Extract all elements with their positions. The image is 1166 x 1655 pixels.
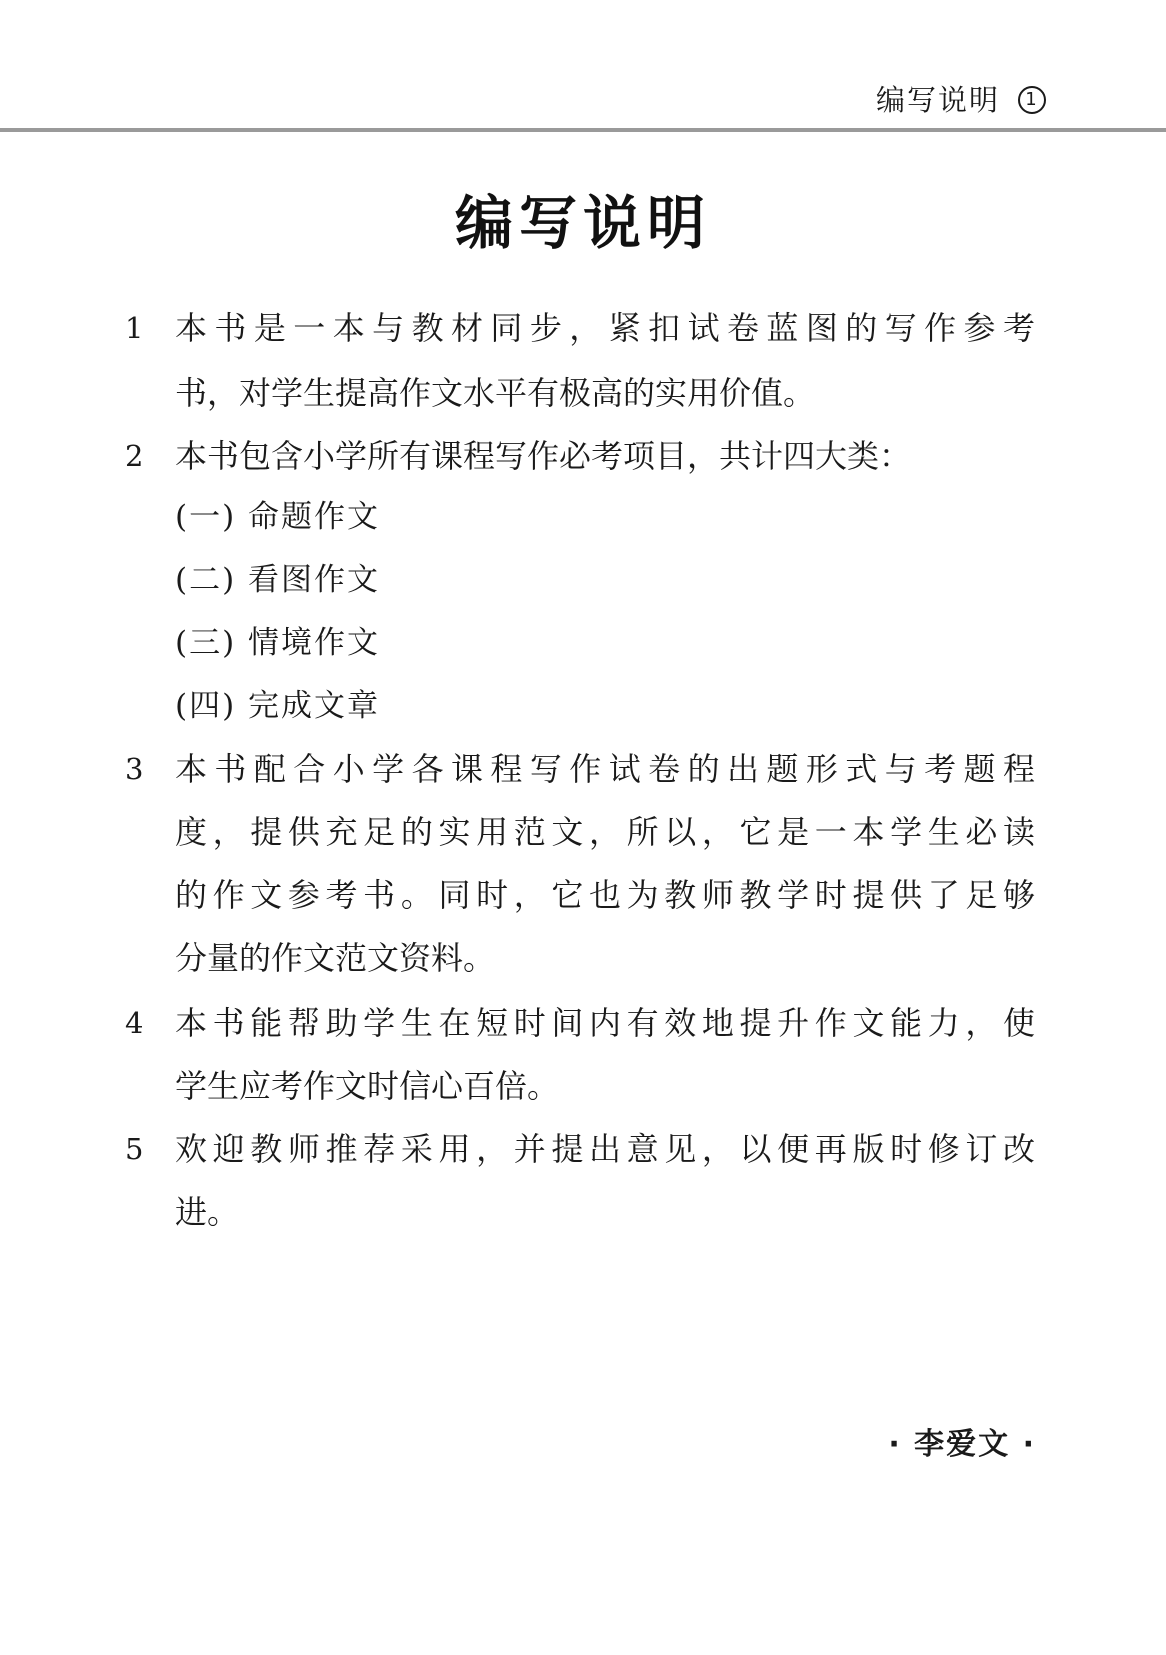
category-item: (一) 命题作文 <box>175 499 381 535</box>
category-item: (三) 情境作文 <box>175 625 381 661</box>
category-item: (四) 完成文章 <box>175 688 381 724</box>
author-signature: · 李爱文 · <box>888 1427 1036 1462</box>
item-line: 本书能帮助学生在短时间内有效地提升作文能力，使 <box>175 1004 1035 1042</box>
header-rule <box>0 128 1166 132</box>
item-line: 本书配合小学各课程写作试卷的出题形式与考题程 <box>175 750 1035 788</box>
item-number: 5 <box>125 1132 144 1166</box>
item-line: 学生应考作文时信心百倍。 <box>175 1067 560 1105</box>
category-item: (二) 看图作文 <box>175 562 381 598</box>
item-line: 分量的作文范文资料。 <box>175 939 496 977</box>
item-number: 1 <box>125 311 144 345</box>
item-number: 3 <box>125 752 144 786</box>
item-line: 的作文参考书。同时，它也为教师教学时提供了足够 <box>175 876 1035 914</box>
page-number: 1 <box>1018 86 1046 114</box>
running-header <box>876 80 1046 120</box>
item-line: 本书是一本与教材同步，紧扣试卷蓝图的写作参考 <box>175 309 1035 347</box>
item-line: 进。 <box>175 1193 240 1231</box>
item-line: 欢迎教师推荐采用，并提出意见，以便再版时修订改 <box>175 1130 1035 1168</box>
item-number: 2 <box>125 439 144 473</box>
item-line: 度，提供充足的实用范文，所以，它是一本学生必读 <box>175 813 1035 851</box>
page-title: 编写说明 <box>454 189 711 257</box>
item-number: 4 <box>125 1006 144 1040</box>
running-header-title: 编写说明 <box>875 83 1000 117</box>
item-line: 书，对学生提高作文水平有极高的实用价值。 <box>175 374 816 412</box>
item-line: 本书包含小学所有课程写作必考项目，共计四大类： <box>175 437 912 475</box>
